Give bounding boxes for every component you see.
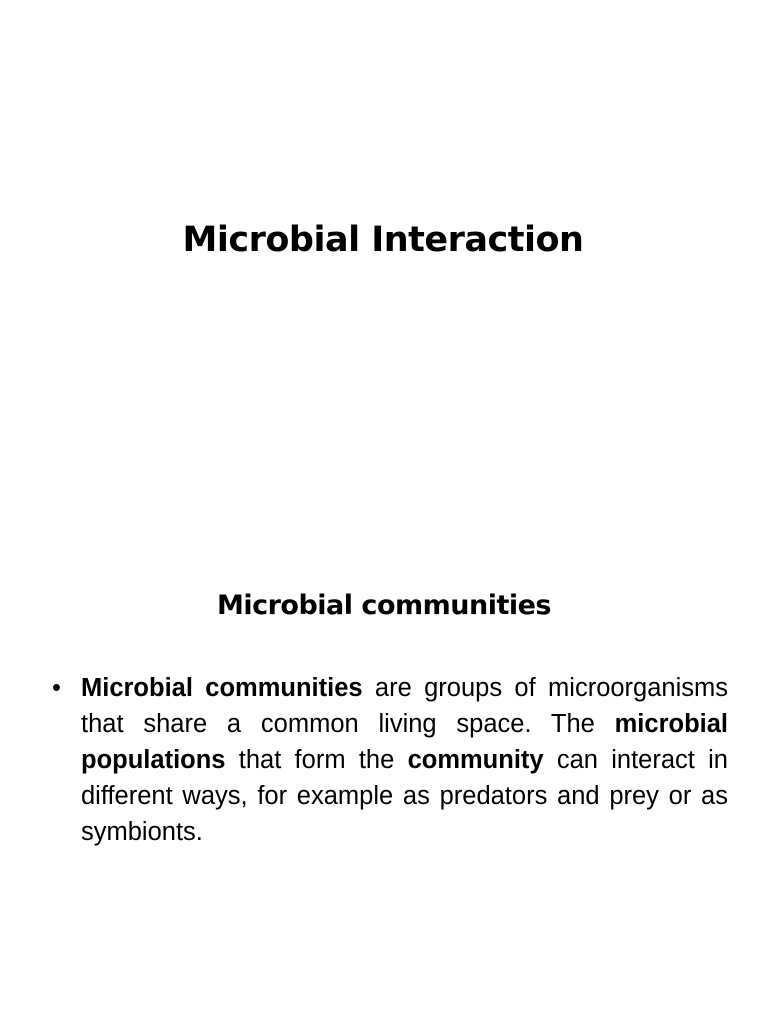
bullet-dot-icon: •	[52, 674, 61, 702]
slide-title-text: Microbial Interaction	[182, 220, 584, 260]
bold-term-microbial-populations: microbial populations	[81, 710, 728, 774]
text-segment: that form the	[225, 746, 408, 774]
bullet-list	[50, 670, 728, 850]
bold-term-microbial-communities: Microbial communities	[81, 674, 363, 702]
bullet-text	[81, 674, 728, 846]
bullet-item	[50, 670, 728, 850]
text-segment: can interact in different ways, for example as predators and prey or as symbionts.	[81, 746, 728, 846]
text-segment: are groups of microorganisms that share a common living space. The	[81, 674, 729, 738]
slide-title	[0, 220, 768, 260]
section-heading: Microbial communities	[216, 590, 551, 621]
bold-term-community: community	[407, 746, 544, 774]
